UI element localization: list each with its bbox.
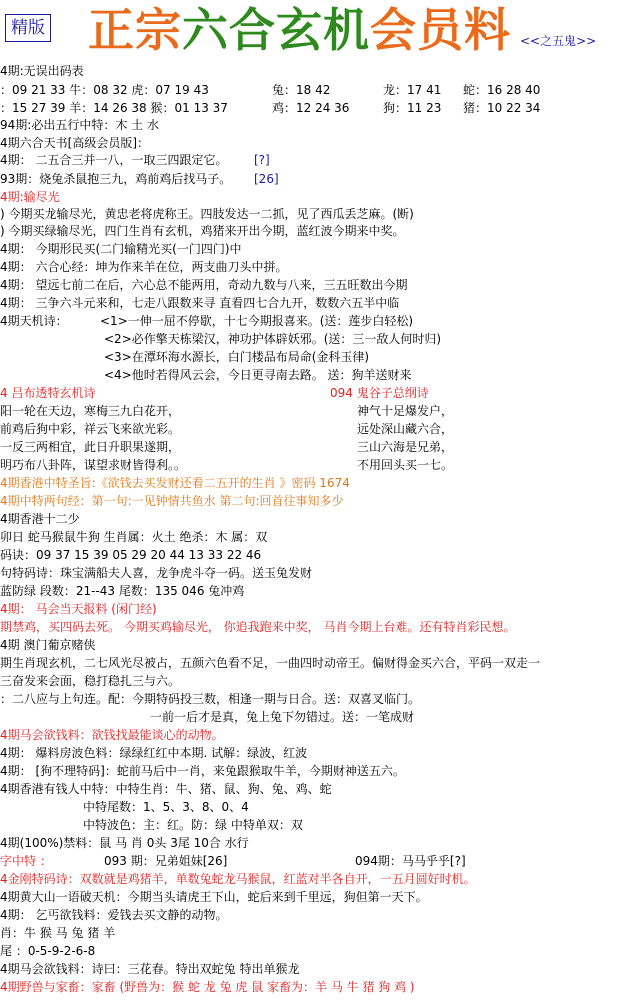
page-subtitle: <<之五鬼>> [520,34,597,48]
text-segment: 神气十足爆发户， [357,404,454,418]
page-title [88,2,511,58]
text-segment: 期禁鸡，买四码去死。 今期买鸡输尽光， 你追我跑来中奖， 马肖今期上台难。还有特肖彩民想。 [0,620,516,634]
text-segment: 4期(100%)禁料：鼠 马 肖 0头 3尾 10合 水行 [0,836,249,850]
text-segment: <2>必作擎天栋梁汉，神功护体辟妖邪。(送：三一敌人何时归) [104,332,442,346]
text-segment: 期生肖现玄机，二七风光尽被占，五颜六色看不足，一曲四时动帝王。偏财得金买六合，平码一双走一 [0,656,541,670]
text-segment: 4期： [狗不理特码]：蛇前马后中一肖，来兔跟猴取牛羊，今期财神送五六。 [0,764,405,778]
text-segment: 三奋发来会面，稳打稳扎三与六。 [0,674,181,688]
text-segment: 93期：烧兔杀鼠抱三九，鸡前鸡后找马子。 [0,172,232,186]
text-segment: 4期： 望远七前二在后，六心总不能两用，奇动九数与八来，三五旺数出今期 [0,278,408,292]
page-header [0,0,621,60]
text-segment: 不用回头买一七。 [357,458,454,472]
text-segment: 句特码诗：珠宝满船夫人喜，龙争虎斗夺一码。送玉兔发财 [0,566,313,580]
text-segment: 4期野兽与家畜：家畜 (野兽为：猴 蛇 龙 兔 虎 鼠 家畜为：羊 马 牛 猪 狗 鸡 ) [0,980,415,994]
text-segment: 4期黄大山一语破天机：今期当头请虎王下山，蛇后来到千里远，狗但第一天下。 [0,890,428,904]
text-segment: ) 今期买绿输尽光，四门生肖有玄机，鸡猪来开出今期，蓝红波今期来中奖。 [0,224,405,238]
text-segment: 4期六合天书[高级会员版]： [0,136,149,150]
title-part: 玄机 [276,3,370,57]
text-segment: 4 吕布透特玄机诗 [0,386,96,400]
text-segment: 肖：牛 猴 马 兔 猪 羊 [0,926,116,940]
text-segment: 4期香港有钱人中特：中特生肖：牛、猪、鼠、狗、兔、鸡、蛇 [0,782,332,796]
text-segment: 猪：10 22 34 [463,101,541,115]
text-segment: 4期 澳门葡京赌侠 [0,638,96,652]
text-segment: 前鸡后狗中彩，祥云飞来欲光彩。 [0,422,181,436]
text-segment: 94期:必出五行中特：木 土 水 [0,118,159,132]
text-segment: 4期： 乞丐欲钱料：爱钱去买文静的动物。 [0,908,228,922]
text-segment: ：二八应与上句连。配：今期特码投三数，相逢一期与日合。送：双喜叉临门。 [0,692,421,706]
text-segment: 094 鬼谷子总纲诗 [330,386,429,400]
text-segment: ) 今期买龙输尽光，黄忠老将虎称王。四肢发达一二抓，见了西瓜丢芝麻。(断) [0,207,414,221]
text-segment: 4期马会欲钱料：欲钱找最能谈心的动物。 [0,728,224,742]
text-segment: 鸡：12 24 36 [272,101,350,115]
text-segment: 卯日 蛇马猴鼠牛狗 生肖属：火土 绝杀：木 属：双 [0,530,268,544]
text-segment: 094期：马马乎乎[?] [355,854,466,868]
text-segment: [26] [254,172,279,186]
text-segment: 4金刚特码诗：双数就是鸡猪羊，单数兔蛇龙马猴鼠，红蓝对半各自开，一五月圆好时机。 [0,872,476,886]
edition-badge: 精版 [5,14,51,42]
text-segment: <3>在潭环海水源长，白门楼品布局命(金科玉律) [104,350,370,364]
text-segment: 码诀：09 37 15 39 05 29 20 44 13 33 22 46 [0,548,262,562]
text-segment: 远处深山藏六合， [357,422,454,436]
text-segment: 狗：11 23 [383,101,442,115]
text-segment: 龙：17 41 [383,83,442,97]
text-segment: 中特波色：主：红。防：绿 中特单双：双 [83,818,303,832]
text-segment: 4期： 今期形民买(二门输精光买(一门四门)中 [0,242,242,256]
text-segment: 4期香港中特圣旨:《欲钱去买发财还看二五开的生肖 》密码 1674 [0,476,350,490]
title-part: 会员料 [370,3,511,57]
text-segment: 尾 ：0-5-9-2-6-8 [0,944,96,958]
title-part: 六合 [182,3,276,57]
title-part: 正宗 [88,3,182,57]
text-segment: 4期天机诗： [0,314,68,328]
text-segment: <4>他时若得风云会，今日更寻南去路。 送：狗羊送财来 [104,368,412,382]
text-segment: 4期： 爆料房波色料：绿绿红红中本期. 试解：绿波，红波 [0,746,308,760]
text-segment: 三山六海是兄弟， [357,440,454,454]
text-segment: <1>一伸一屈不停歇，十七今期报喜来。(送：莲步白轻松) [100,314,414,328]
text-segment: 中特尾数：1、5、3、8、0、4 [83,800,249,814]
text-segment: ：09 21 33 牛：08 32 虎：07 19 43 [0,83,209,97]
text-segment: 4期:无误出码表 [0,64,84,78]
text-segment: 蛇：16 28 40 [463,83,541,97]
text-segment: 字中特 ： [0,854,52,868]
text-segment: 4期马会欲钱料：诗曰：三花春。特出双蛇兔 特出单猴龙 [0,962,300,976]
text-segment: 4期:输尽光 [0,190,60,204]
text-segment: 一前一后才是真，兔上兔下勿错过。送：一笔成财 [150,710,415,724]
text-segment: 明巧布八卦阵，谋望求财皆得利。。 [0,458,187,472]
text-segment: ：15 27 39 羊：14 26 38 猴：01 13 37 [0,101,228,115]
text-segment: 阳一轮在天边，寒梅三九白花开， [0,404,181,418]
text-segment: 093 期：兄弟姐妹[26] [104,854,228,868]
text-segment: 一反三两相宜，此日升职果遂期， [0,440,181,454]
text-segment: 4期： 二五合三并一八，一取三四跟定它。 [0,153,228,167]
text-segment: 4期： 六合心经：坤为作来羊在位，两支曲刀头中拼。 [0,260,288,274]
text-segment: 4期： 马会当天报料 (闲门经) [0,602,157,616]
text-segment: 蓝防绿 段数：21--43 尾数：135 046 兔冲鸡 [0,584,245,598]
text-segment: 4期： 三争六斗元来和，七走八跟数来寻 直看四七合九开，数数六五半中临 [0,296,400,310]
text-segment: 4期中特两句经：第一句:一见钟情共鱼水 第二句:回首往事知多少 [0,494,344,508]
text-segment: 兔：18 42 [272,83,331,97]
text-segment: 4期香港十二少 [0,512,80,526]
text-segment: [?] [254,153,270,167]
